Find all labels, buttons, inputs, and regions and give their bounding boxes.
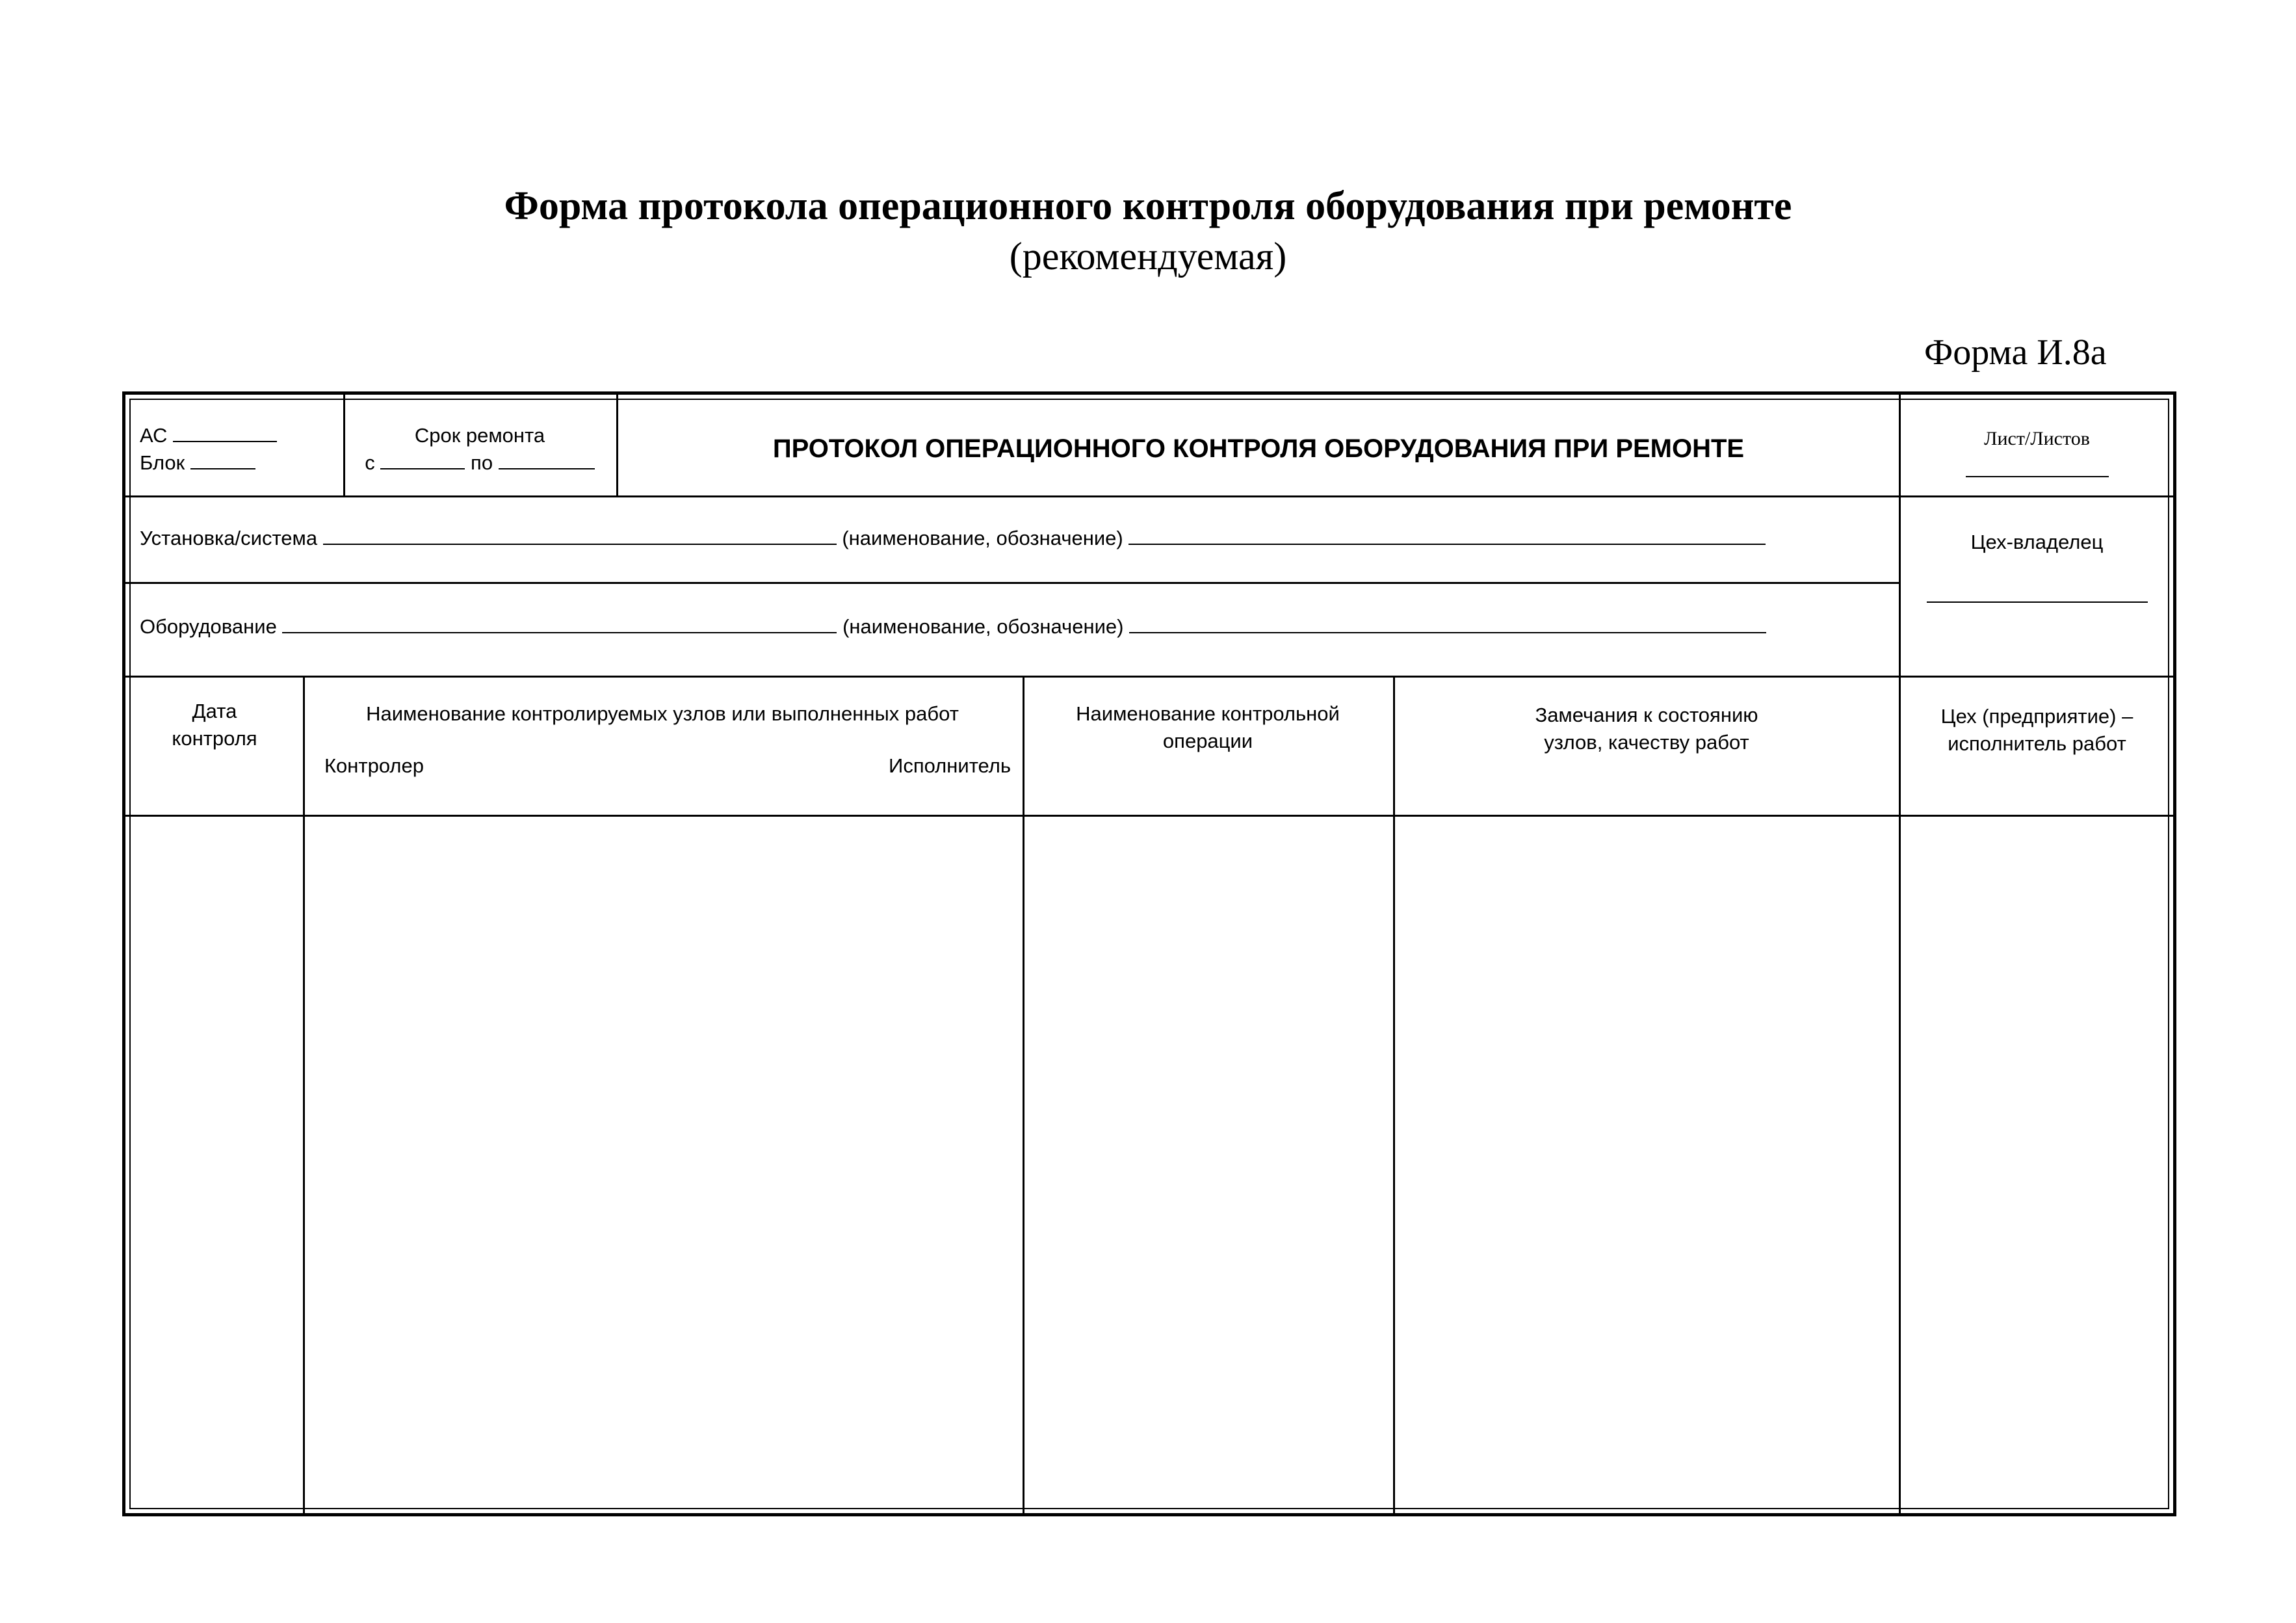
date-header-line2: контроля	[172, 726, 257, 750]
owner-workshop-input-line[interactable]	[1927, 585, 2148, 603]
col-divider-operation	[1393, 676, 1395, 1513]
installation-input-line[interactable]	[323, 527, 837, 545]
date-header-line1: Дата	[192, 700, 237, 722]
workshop-header-line1: Цех (предприятие) –	[1940, 705, 2133, 728]
block-label: Блок	[140, 451, 185, 474]
date-column-body[interactable]	[128, 819, 301, 1508]
operation-column-body[interactable]	[1026, 819, 1390, 1508]
workshop-header-line2: исполнитель работ	[1948, 732, 2126, 755]
row-divider-installation	[125, 582, 1899, 584]
as-field[interactable]	[140, 422, 277, 477]
col-divider-units	[1023, 676, 1024, 1513]
as-input-line[interactable]	[173, 424, 277, 442]
equipment-designation-line[interactable]	[1129, 615, 1766, 633]
row-divider-fields	[125, 676, 2173, 678]
installation-designation-line[interactable]	[1128, 527, 1766, 545]
col-divider-right	[1899, 395, 1901, 1513]
remarks-column-body[interactable]	[1396, 819, 1896, 1508]
row-divider-header	[125, 495, 2173, 497]
units-header-title: Наименование контролируемых узлов или выполненных работ	[366, 702, 959, 725]
equipment-input-line[interactable]	[282, 615, 837, 633]
column-header-workshop	[1902, 703, 2172, 758]
units-column-body[interactable]	[306, 819, 1020, 1508]
row-divider-columns	[125, 815, 2173, 817]
block-input-line[interactable]	[190, 451, 255, 469]
installation-label: Установка/система	[140, 527, 318, 549]
executor-header: Исполнитель	[889, 754, 1011, 777]
repair-term-field[interactable]	[346, 422, 613, 477]
controller-header: Контролер	[324, 754, 424, 777]
from-input-line[interactable]	[380, 451, 465, 469]
col-divider-as	[343, 395, 345, 495]
to-label: по	[471, 451, 493, 474]
repair-term-label: Срок ремонта	[414, 424, 545, 447]
document-subtitle: (рекомендуемая)	[1009, 235, 1287, 278]
installation-field[interactable]	[140, 525, 1766, 552]
protocol-form	[122, 391, 2176, 1516]
workshop-column-body[interactable]	[1902, 819, 2169, 1508]
column-header-remarks	[1396, 702, 1897, 756]
sheet-label: Лист/Листов	[1984, 428, 2090, 449]
sheet-count-field[interactable]	[1902, 425, 2172, 484]
installation-hint: (наименование, обозначение)	[842, 527, 1123, 549]
remarks-header-line1: Замечания к состоянию	[1535, 704, 1758, 726]
form-code: Форма И.8а	[1924, 332, 2107, 373]
operation-header-line1: Наименование контрольной	[1076, 702, 1340, 725]
equipment-field[interactable]	[140, 613, 1766, 640]
equipment-label: Оборудование	[140, 615, 277, 638]
from-label: с	[365, 451, 375, 474]
column-header-units	[305, 700, 1020, 778]
document-title: Форма протокола операционного контроля оборудования при ремонте	[504, 184, 1792, 228]
col-divider-term	[616, 395, 618, 495]
as-label: АС	[140, 424, 168, 447]
to-input-line[interactable]	[499, 451, 595, 469]
owner-workshop-field[interactable]	[1902, 529, 2172, 610]
owner-workshop-label: Цех-владелец	[1970, 531, 2104, 553]
protocol-title: ПРОТОКОЛ ОПЕРАЦИОННОГО КОНТРОЛЯ ОБОРУДОВАНИЯ ПРИ РЕМОНТЕ	[772, 434, 1745, 463]
column-header-date	[128, 698, 301, 752]
operation-header-line2: операции	[1162, 729, 1253, 752]
sheet-input-line[interactable]	[1966, 459, 2109, 477]
remarks-header-line2: узлов, качеству работ	[1544, 730, 1749, 754]
equipment-hint: (наименование, обозначение)	[842, 615, 1124, 638]
col-divider-date	[303, 676, 305, 1513]
column-header-operation	[1025, 700, 1390, 755]
